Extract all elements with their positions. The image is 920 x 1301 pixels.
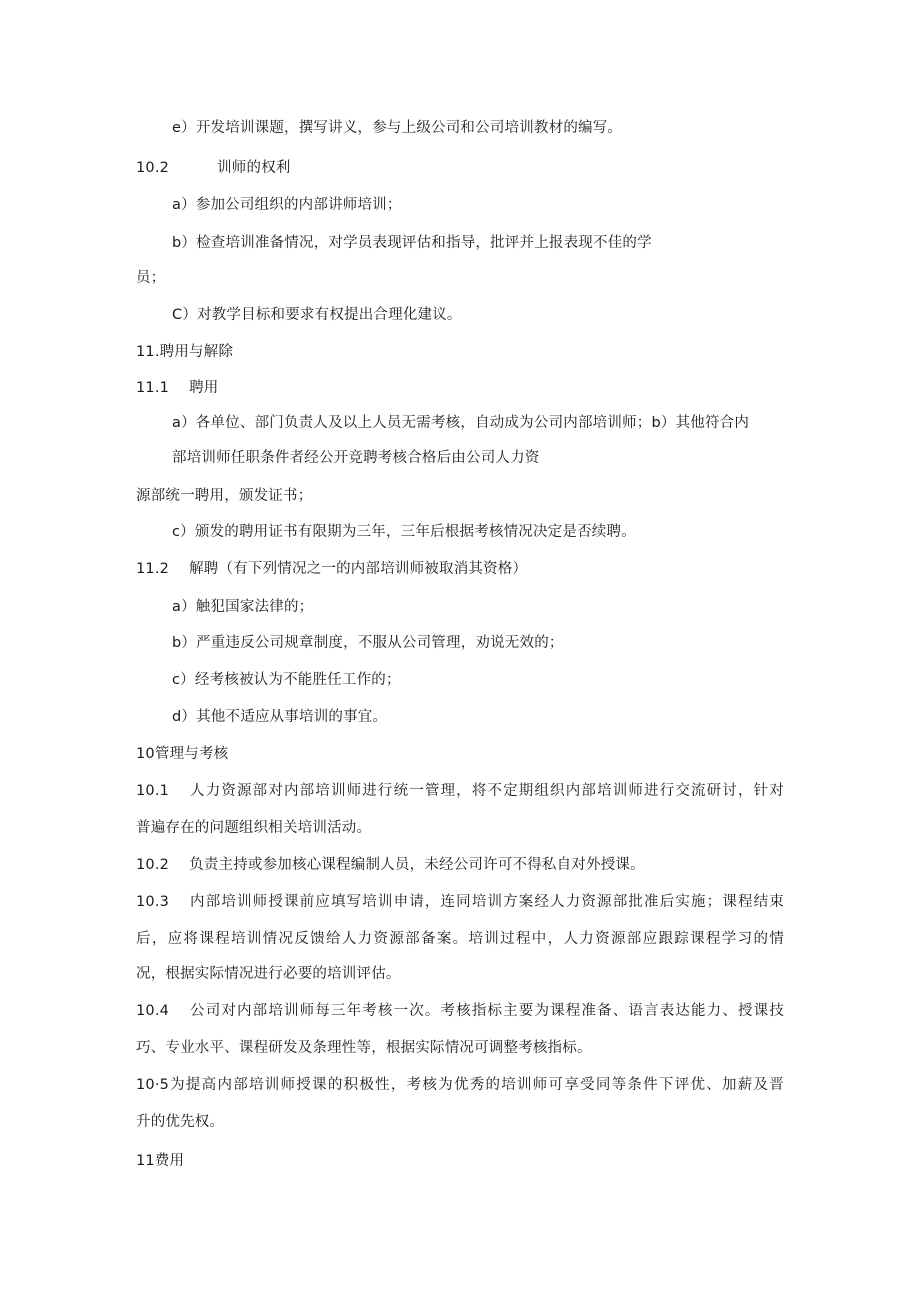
section-10-3-continued-2: 况，根据实际情况进行必要的培训评估。 xyxy=(136,966,401,982)
item-a-law-violation: a）触犯国家法律的； xyxy=(172,599,314,615)
item-b-continued: 员； xyxy=(136,270,166,286)
section-number: 10.2 xyxy=(136,857,170,873)
section-11-fees-heading: 11费用 xyxy=(136,1153,185,1169)
item-c-teaching-goals: C）对教学目标和要求有权提出合理化建议。 xyxy=(172,307,462,323)
section-text: 负责主持或参加核心课程编制人员，未经公司许可不得私自对外授课。 xyxy=(189,857,645,873)
section-11-heading: 11.聘用与解除 xyxy=(136,344,234,360)
section-title: 训师的权利 xyxy=(217,160,291,176)
section-number: 10.1 xyxy=(136,783,170,799)
section-10-5-paragraph: 10·5为提高内部培训师授课的积极性，考核为优秀的培训师可享受同等条件下评优、加薪及晋 xyxy=(136,1077,784,1093)
section-text: 人力资源部对内部培训师进行统一管理，将不定期组织内部培训师进行交流研讨，针对 xyxy=(189,783,784,799)
item-b-rule-violation: b）严重违反公司规章制度，不服从公司管理，劝说无效的； xyxy=(172,635,564,651)
section-10-1-paragraph xyxy=(136,781,784,801)
section-number: 10.2 xyxy=(136,160,170,176)
item-c-certificate-period: c）颁发的聘用证书有限期为三年，三年后根据考核情况决定是否续聘。 xyxy=(172,524,636,540)
section-10-5-continued: 升的优先权。 xyxy=(136,1114,225,1130)
section-text: 公司对内部培训师每三年考核一次。考核指标主要为课程准备、语言表达能力、授课技 xyxy=(189,1003,784,1019)
section-text: 内部培训师授课前应填写培训申请，连同培训方案经人力资源部批准后实施；课程结束 xyxy=(189,894,784,910)
section-10-4-continued: 巧、专业水平、课程研发及条理性等，根据实际情况可调整考核指标。 xyxy=(136,1040,592,1056)
section-number: 11.1 xyxy=(136,380,170,396)
section-number: 10.3 xyxy=(136,894,170,910)
section-10-4-paragraph xyxy=(136,1001,784,1021)
item-a-continued: 部培训师任职条件者经公开竞聘考核合格后由公司人力资 xyxy=(172,450,540,466)
section-11-1-heading xyxy=(136,378,219,398)
section-title: 聘用 xyxy=(189,380,219,396)
item-b-check-preparation: b）检查培训准备情况，对学员表现评估和指导，批评并上报表现不佳的学 xyxy=(172,235,652,251)
item-c-incompetent: c）经考核被认为不能胜任工作的； xyxy=(172,672,401,688)
item-a-auto-appointment: a）各单位、部门负责人及以上人员无需考核，自动成为公司内部培训师；b）其他符合内 xyxy=(172,415,750,431)
section-number: 11.2 xyxy=(136,561,170,577)
section-11-2-heading xyxy=(136,559,527,579)
section-10-2-paragraph xyxy=(136,855,645,875)
item-e-develop-courses: e）开发培训课题，撰写讲义，参与上级公司和公司培训教材的编写。 xyxy=(172,120,623,136)
item-a-continued-2: 源部统一聘用，颁发证书； xyxy=(136,488,313,504)
item-a-lecturer-training: a）参加公司组织的内部讲师培训； xyxy=(172,197,402,213)
section-10-3-paragraph xyxy=(136,892,784,912)
item-d-unsuitable: d）其他不适应从事培训的事宜。 xyxy=(172,709,388,725)
section-10-heading: 10管理与考核 xyxy=(136,746,229,762)
section-10-3-continued: 后，应将课程培训情况反馈给人力资源部备案。培训过程中，人力资源部应跟踪课程学习的情 xyxy=(136,931,784,947)
section-number: 10.4 xyxy=(136,1003,170,1019)
section-10-1-continued: 普遍存在的问题组织相关培训活动。 xyxy=(136,820,372,836)
section-title: 解聘（有下列情况之一的内部培训师被取消其资格） xyxy=(189,561,528,577)
section-10-2-heading xyxy=(136,158,291,178)
